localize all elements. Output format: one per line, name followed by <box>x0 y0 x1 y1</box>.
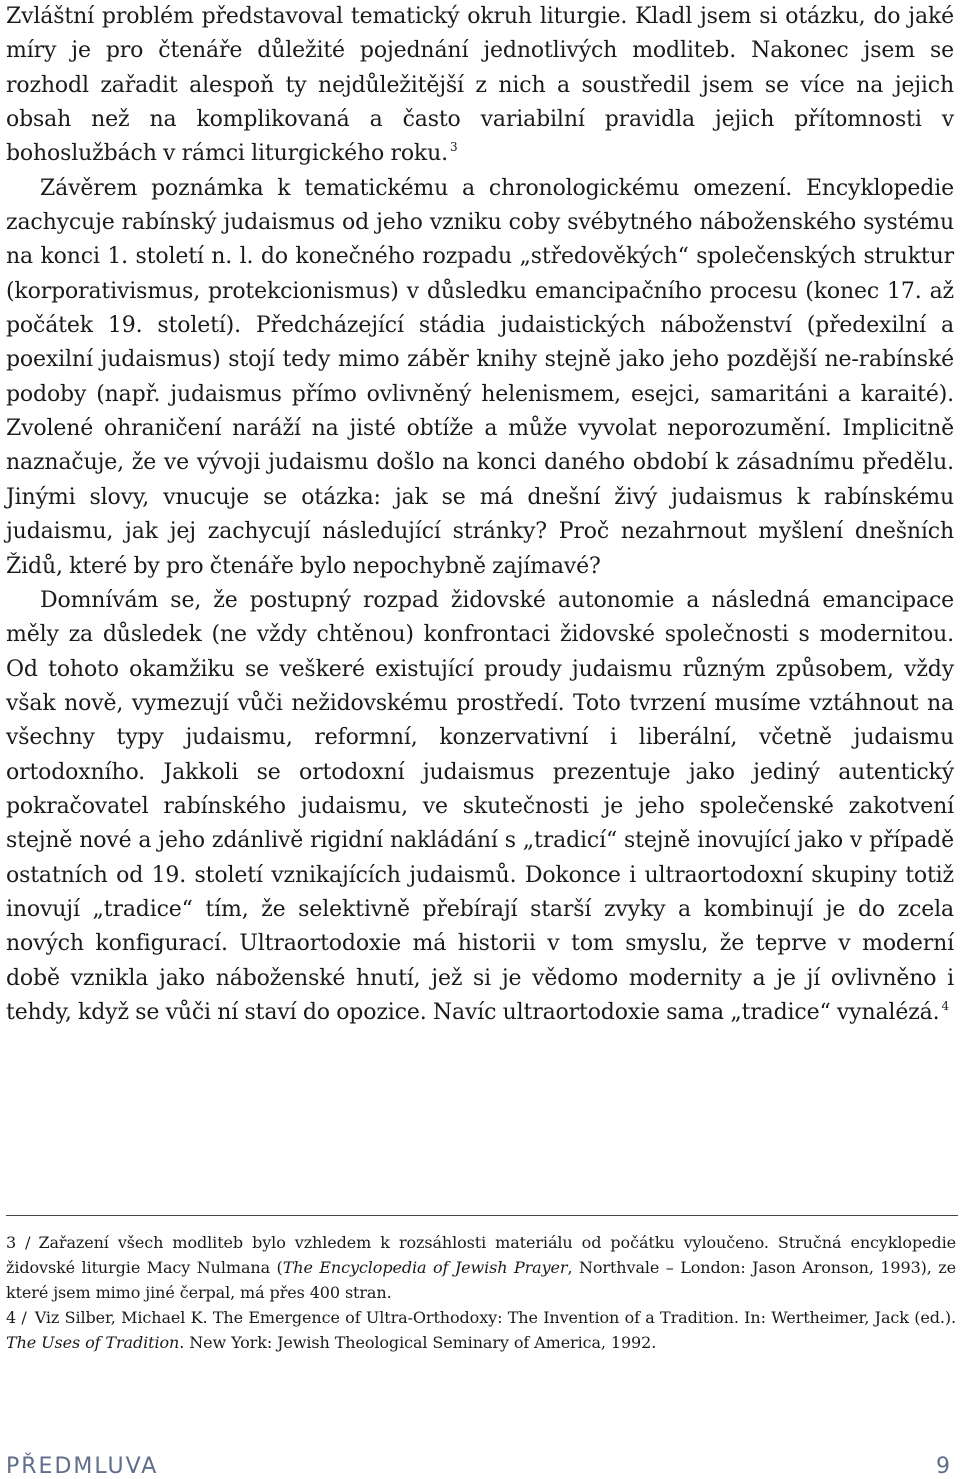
footnote-4-text-a: Viz Silber, Michael K. The Emergence of Ultra-Orthodoxy: The Invention of a Tradition. In: Wertheimer, Jack (ed.). <box>34 1308 957 1327</box>
footnotes <box>6 1230 956 1355</box>
page-number: 9 <box>936 1454 950 1479</box>
footnote-4-text-b: . New York: Jewish Theological Seminary of America, 1992. <box>179 1333 657 1352</box>
footnote-ref-3: 3 <box>449 140 458 155</box>
footnote-3-text-a: Zařazení všech modliteb bylo vzhledem k rozsáhlosti materiálu od počátku vyloučeno. Stručná encyklopedie židovské liturgie Macy Nulmana ( <box>6 1233 957 1277</box>
paragraph-3-text: Domnívám se, že postupný rozpad židovské autonomie a následná emancipace měly za důsledek (ne vždy chtěnou) konfrontaci židovské společnosti s modernitou. Od tohoto okamžiku se veškeré existující proudy judaismu různým způsobem, vždy však nově, vymezují vůči nežidovskému prostředí. Toto tvrzení musíme vztáhnout na všechny typy judaismu, reformní, konzervativní i liberální, včetně judaismu ortodoxního. Jakkoli se ortodoxní judaismus prezentuje jako jediný autentický pokračovatel rabínského judaismu, ve skutečnosti je jeho společenské zakotvení stejně nové a jeho zdánlivě rigidní nakládání s „tradicí“ stejně inovující jako v případě ostatních od 19. století vznikajících judaismů. Dokonce i ultraortodoxní skupiny totiž inovují „tradice“ tím, že selektivně přebírají starší zvyky a kombinují je do zcela nových konfigurací. Ultraortodoxie má historii v tom smyslu, že teprve v moderní době vznikla jako náboženské hnutí, jež si je vědomo modernity a je jí ovlivněno i tehdy, když se vůči ní staví do opozice. Navíc ultraortodoxie sama „tradice“ vynalézá. <box>6 587 954 1025</box>
footnote-3 <box>6 1230 956 1305</box>
footnote-4-title: The Uses of Tradition <box>6 1333 180 1352</box>
paragraph-2-text: Závěrem poznámka k tematickému a chronologickému omezení. Encyklopedie zachycuje rabínský judaismus od jeho vzniku coby svébytného náboženského systému na konci 1. století n. l. do konečného rozpadu „středověkých“ společenských struktur (korporativismus, protekcionismus) v důsledku emancipačního procesu (konec 17. až počátek 19. století). Předcházející stádia judaistických náboženství (předexilní a poexilní judaismus) stojí tedy mimo záběr knihy stejně jako jeho pozdější ne-rabínské podoby (např. judaismus přímo ovlivněný helenismem, esejci, samaritáni a karaité). Zvolené ohraničení naráží na jisté obtíže a může vyvolat neporozumění. Implicitně naznačuje, že ve vývoji judaismu došlo na konci daného období k zásadnímu předělu. Jinými slovy, vnucuje se otázka: jak se má dnešní živý judaismus k rabínskému judaismu, jak jej zachycují následující stránky? Proč nezahrnout myšlení dnešních Židů, které by pro čtenáře bylo nepochybně zajímavé? <box>6 175 954 579</box>
main-text <box>6 0 954 1030</box>
footnote-divider <box>6 1215 958 1216</box>
paragraph-2 <box>6 172 954 584</box>
paragraph-1 <box>6 0 954 172</box>
footnote-4-number: 4 / <box>6 1308 27 1327</box>
footnote-3-text-b: , Northvale – London: Jason Aronson, 1993), ze které jsem mimo jiné čerpal, má přes 400 stran. <box>6 1258 957 1302</box>
paragraph-1-text: Zvláštní problém představoval tematický okruh liturgie. Kladl jsem si otázku, do jaké míry je pro čtenáře důležité pojednání jednotlivých modliteb. Nakonec jsem se rozhodl zařadit alespoň ty nejdůležitější z nich a soustředil jsem se více na jejich obsah než na komplikovaná a často variabilní pravidla jejich přítomnosti v bohoslužbách v rámci liturgického roku. <box>6 4 954 167</box>
footnote-3-title: The Encyclopedia of Jewish Prayer <box>282 1258 568 1277</box>
running-footer-section: PŘEDMLUVA <box>6 1454 159 1479</box>
footnote-ref-4: 4 <box>941 998 949 1013</box>
footnote-3-number: 3 / <box>6 1233 31 1252</box>
footnote-4 <box>6 1305 956 1355</box>
paragraph-3 <box>6 584 954 1030</box>
